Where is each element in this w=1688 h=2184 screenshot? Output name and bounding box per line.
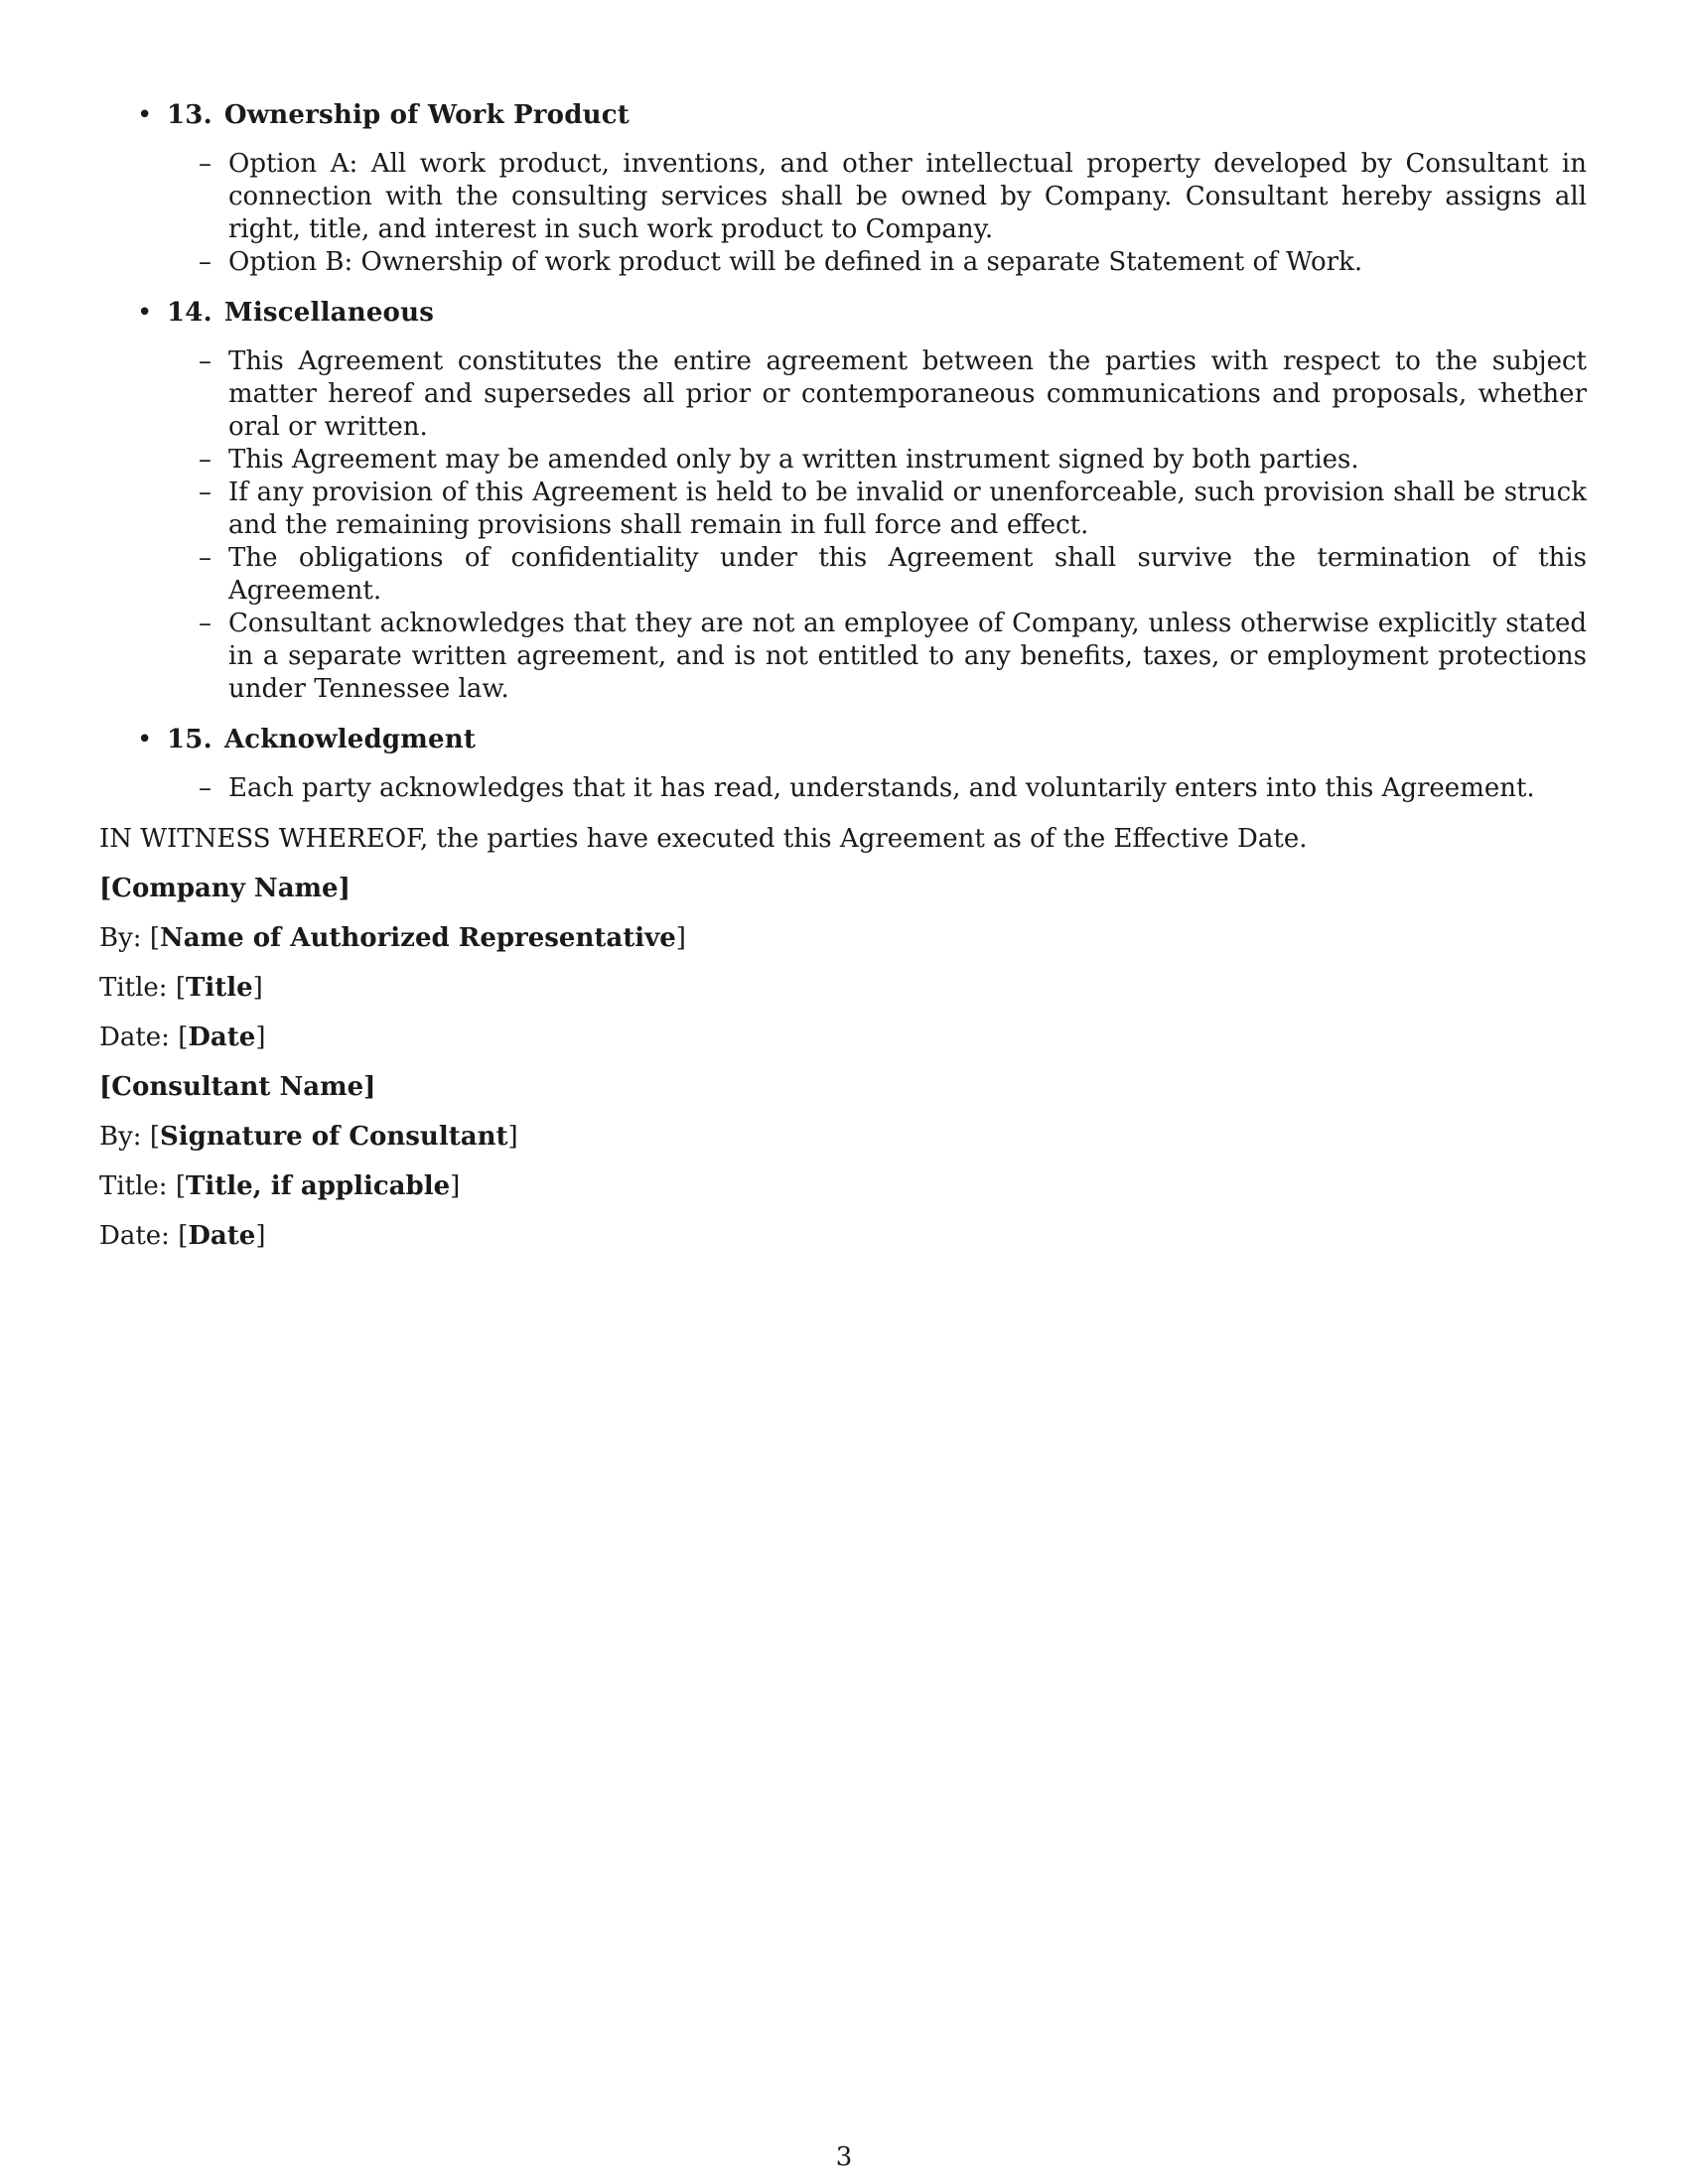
section-items bbox=[99, 772, 1587, 805]
company-by-line: By: [Name of Authorized Representative] bbox=[99, 923, 686, 953]
list-item bbox=[99, 608, 1587, 706]
consultant-title-line: Title: [Title, if applicable] bbox=[99, 1171, 461, 1201]
list-item bbox=[99, 542, 1587, 608]
bullet-icon: • bbox=[137, 725, 153, 754]
dash-icon: – bbox=[199, 543, 211, 573]
section-13-ownership bbox=[99, 99, 1587, 279]
section-heading bbox=[99, 297, 1587, 330]
list-item bbox=[99, 772, 1587, 805]
witness-clause: IN WITNESS WHEREOF, the parties have executed this Agreement as of the Effective Date. bbox=[99, 824, 1308, 854]
list-item-text: This Agreement may be amended only by a written instrument signed by both parties. bbox=[228, 445, 1359, 475]
consultant-name: [Consultant Name] bbox=[99, 1072, 376, 1102]
list-item-text: Option A: All work product, inventions, and other intellectual property developed by Consultant in connection with the consulting services shall be owned by Company. Consultant hereby assigns all right, title, and interest in such work product to Company. bbox=[228, 149, 1587, 244]
list-item bbox=[99, 148, 1587, 246]
consultant-signature: Signature of Consultant bbox=[159, 1122, 508, 1152]
consultant-signature-block bbox=[99, 1071, 1587, 1253]
list-item-text: Each party acknowledges that it has read, understands, and voluntarily enters into this Agreement. bbox=[228, 773, 1535, 803]
list-item bbox=[99, 477, 1587, 542]
section-14-miscellaneous bbox=[99, 297, 1587, 706]
list-item bbox=[99, 345, 1587, 444]
section-title: Miscellaneous bbox=[223, 298, 435, 328]
section-number: 13. bbox=[167, 100, 212, 130]
list-item-text: If any provision of this Agreement is held to be invalid or unenforceable, such provision shall be struck and the remaining provisions shall remain in full force and effect. bbox=[228, 478, 1587, 540]
page-number: 3 bbox=[835, 2142, 853, 2172]
bullet-icon: • bbox=[137, 100, 153, 130]
dash-icon: – bbox=[199, 445, 211, 475]
company-name: [Company Name] bbox=[99, 874, 351, 903]
dash-icon: – bbox=[199, 773, 211, 803]
consultant-by-line: By: [Signature of Consultant] bbox=[99, 1122, 518, 1152]
section-items bbox=[99, 345, 1587, 706]
section-number: 14. bbox=[167, 298, 212, 328]
consultant-date: Date bbox=[188, 1221, 256, 1251]
company-date-line: Date: [Date] bbox=[99, 1023, 266, 1052]
list-item-text: Option B: Ownership of work product will be defined in a separate Statement of Work. bbox=[228, 247, 1363, 277]
company-representative: Name of Authorized Representative bbox=[159, 923, 676, 953]
section-heading bbox=[99, 724, 1587, 756]
section-title: Ownership of Work Product bbox=[223, 100, 630, 130]
section-number: 15. bbox=[167, 725, 212, 754]
section-heading bbox=[99, 99, 1587, 132]
list-item bbox=[99, 246, 1587, 279]
document-page bbox=[99, 99, 1587, 1270]
consultant-title: Title, if applicable bbox=[186, 1171, 451, 1201]
section-items bbox=[99, 148, 1587, 279]
list-item bbox=[99, 444, 1587, 477]
section-15-acknowledgment bbox=[99, 724, 1587, 805]
dash-icon: – bbox=[199, 346, 211, 376]
company-title-line: Title: [Title] bbox=[99, 973, 263, 1003]
bullet-icon: • bbox=[137, 298, 153, 328]
dash-icon: – bbox=[199, 247, 211, 277]
dash-icon: – bbox=[199, 609, 211, 638]
dash-icon: – bbox=[199, 149, 211, 179]
company-signature-block bbox=[99, 873, 1587, 1054]
list-item-text: Consultant acknowledges that they are not an employee of Company, unless otherwise explicitly stated in a separate written agreement, and is not entitled to any benefits, taxes, or employment protections under Tennessee law. bbox=[228, 609, 1587, 704]
list-item-text: This Agreement constitutes the entire agreement between the parties with respect to the subject matter hereof and supersedes all prior or contemporaneous communications and proposals, whether oral or written. bbox=[228, 346, 1587, 442]
company-title: Title bbox=[186, 973, 253, 1003]
section-title: Acknowledgment bbox=[223, 725, 477, 754]
list-item-text: The obligations of confidentiality under this Agreement shall survive the termination of this Agreement. bbox=[228, 543, 1587, 606]
consultant-date-line: Date: [Date] bbox=[99, 1221, 266, 1251]
company-date: Date bbox=[188, 1023, 256, 1052]
dash-icon: – bbox=[199, 478, 211, 507]
